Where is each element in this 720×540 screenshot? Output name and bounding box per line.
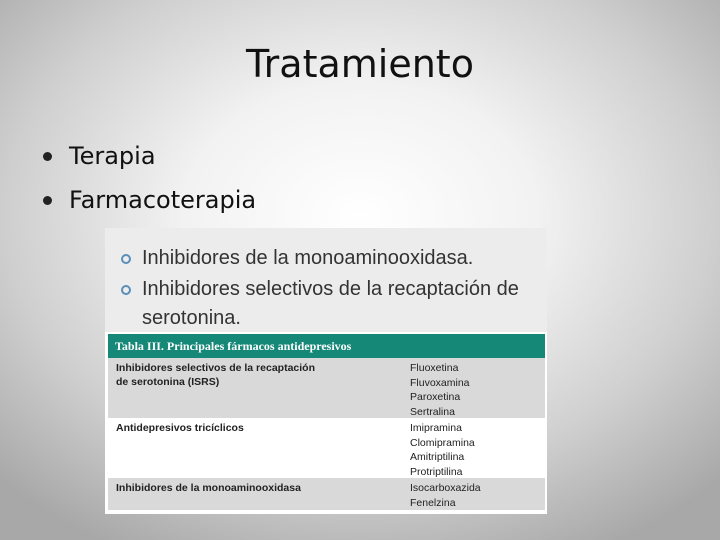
table-row [108,478,545,510]
group-line: Inhibidores selectivos de la recaptación [116,362,315,374]
embedded-figure [105,228,547,514]
figure-list-text: Inhibidores de la monoaminooxidasa. [142,247,474,269]
figure-list-text: Inhibidores selectivos de la recaptación de serotonina. [142,278,519,329]
table-row [108,418,545,478]
ring-bullet-icon [121,285,131,295]
drug-name: Paroxetina [410,391,461,404]
bullet-list [43,134,256,222]
drug-name: Fenelzina [410,496,456,509]
drug-name: Amitriptilina [410,451,465,464]
group-line: Antidepresivos tricíclicos [116,422,244,434]
figure-list-item [121,275,541,333]
bullet-text: Farmacoterapia [69,186,257,214]
figure-list [105,228,547,332]
drug-name: Sertralina [410,405,455,418]
bullet-dot-icon [43,196,52,205]
drug-name: Protriptilina [410,465,463,478]
drug-group-label [116,421,356,435]
drug-list [410,481,481,510]
bullet-item [43,178,256,222]
drug-name: Fluvoxamina [410,376,470,389]
table-caption: Tabla III. Principales fármacos antidepresivos [108,334,545,358]
drug-list [410,421,475,479]
drug-name: Imipramina [410,422,462,434]
drug-name: Isocarboxazida [410,482,481,494]
group-line: de serotonina (ISRS) [116,376,220,388]
drug-name: Fluoxetina [410,362,459,374]
drug-group-label [116,481,356,495]
bullet-text: Terapia [69,142,156,170]
bullet-item [43,134,256,178]
bullet-dot-icon [43,152,52,161]
drug-table [108,334,545,512]
drug-group-label [116,361,356,389]
figure-list-item [121,244,473,273]
slide-title: Tratamiento [246,42,474,86]
drug-name: Clomipramina [410,436,475,449]
group-line: Inhibidores de la monoaminooxidasa [116,482,301,494]
drug-list [410,361,470,419]
table-row [108,358,545,418]
ring-bullet-icon [121,254,131,264]
